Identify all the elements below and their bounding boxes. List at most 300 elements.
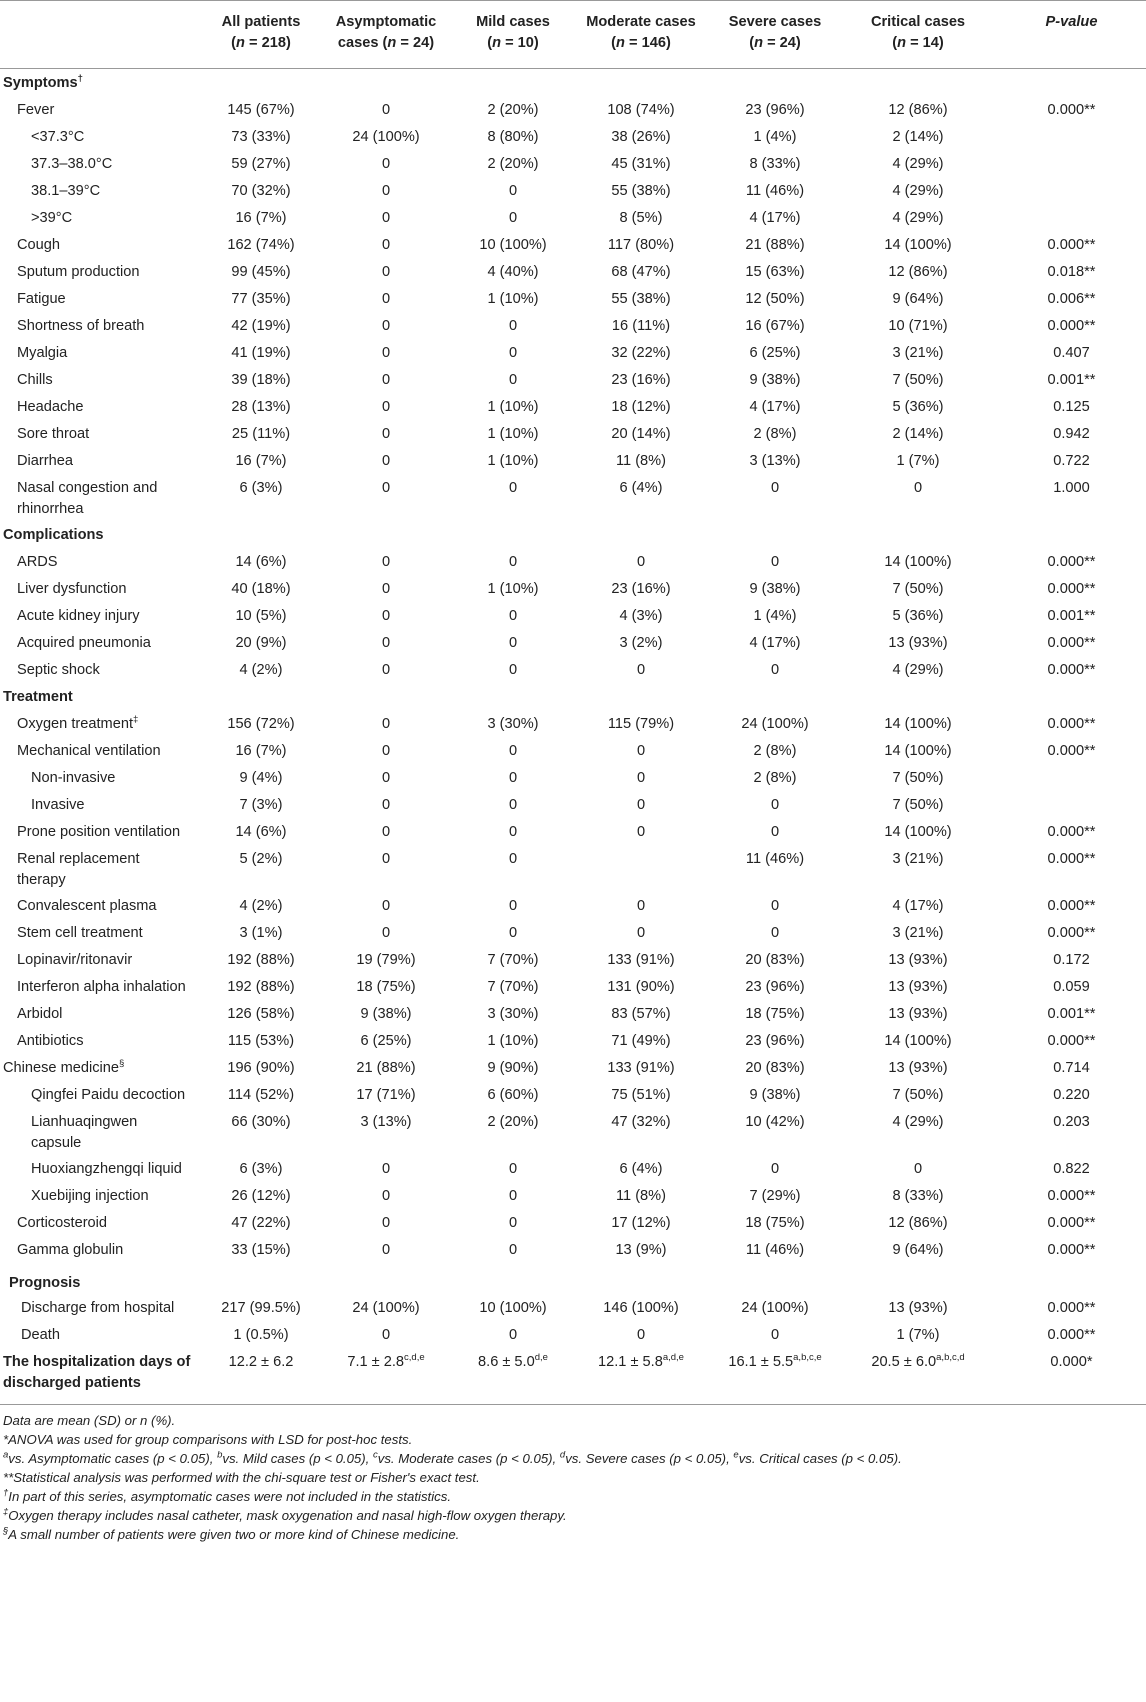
table-cell: 0 <box>508 769 518 786</box>
table-cell: 6 (25%) <box>749 344 801 361</box>
table-cell: 7 (29%) <box>749 1187 801 1204</box>
header-asymptomatic: Asymptomatic cases (n = 24) <box>317 1 455 69</box>
row-label: Lopinavir/ritonavir <box>17 951 133 968</box>
row-label: Gamma globulin <box>17 1241 124 1258</box>
table-cell: 14 (100%) <box>884 553 952 570</box>
table-cell: 4 (29%) <box>892 182 944 199</box>
table-cell: 0.942 <box>1053 425 1090 442</box>
table-cell: 0 <box>508 607 518 624</box>
table-cell: 0.000** <box>1047 850 1096 867</box>
table-cell: 19 (79%) <box>356 951 416 968</box>
table-cell: 0.000** <box>1047 1032 1096 1049</box>
row-label: Myalgia <box>17 344 68 361</box>
table-cell: 7 (50%) <box>892 1086 944 1103</box>
table-cell: 7 (50%) <box>892 371 944 388</box>
table-cell: 0 <box>381 236 391 253</box>
table-cell: 3 (2%) <box>619 634 663 651</box>
table-cell: 70 (32%) <box>231 182 291 199</box>
table-cell: 10 (71%) <box>888 317 948 334</box>
table-cell: 0 <box>381 742 391 759</box>
table-cell: 0 <box>508 182 518 199</box>
row-label: Oxygen treatment‡ <box>17 713 139 732</box>
row-label: Renal replacement therapy <box>17 850 140 888</box>
table-cell: 16 (67%) <box>745 317 805 334</box>
table-cell: 17 (71%) <box>356 1086 416 1103</box>
table-cell: 0 <box>636 742 646 759</box>
table-cell: 16 (11%) <box>611 317 671 334</box>
table-cell: 14 (100%) <box>884 715 952 732</box>
row-label: Cough <box>17 236 61 253</box>
table-cell: 11 (8%) <box>615 1187 667 1204</box>
table-cell: 32 (22%) <box>611 344 671 361</box>
table-cell: $20.5 \pm 6.0^{a,b,c,d}$ <box>839 1348 997 1405</box>
table-cell: 3 (13%) <box>360 1113 412 1130</box>
table-cell: 9 (64%) <box>892 290 944 307</box>
table-row <box>0 150 1146 177</box>
table-cell: 0 <box>770 479 780 496</box>
table-row <box>0 1182 1146 1209</box>
table-cell <box>205 521 317 548</box>
table-cell: 7 (70%) <box>487 978 539 995</box>
row-label: Complications <box>3 526 104 543</box>
table-cell: 13 (93%) <box>888 1299 948 1316</box>
table-row <box>0 946 1146 973</box>
table-cell: 0.018** <box>1047 263 1096 280</box>
table-cell: 0 <box>381 182 391 199</box>
table-row <box>0 123 1146 150</box>
row-label: Antibiotics <box>17 1032 84 1049</box>
table-cell: 6 (4%) <box>619 1160 663 1177</box>
row-label: 37.3–38.0°C <box>31 155 113 172</box>
table-cell: 6 (60%) <box>487 1086 539 1103</box>
table-cell: 0.000** <box>1047 634 1096 651</box>
table-cell: 0.000** <box>1047 1241 1096 1258</box>
table-cell: 45 (31%) <box>611 155 671 172</box>
table-cell: 1 (4%) <box>753 607 797 624</box>
table-cell: 0 <box>381 580 391 597</box>
table-cell <box>317 1263 455 1294</box>
table-cell: 0 <box>508 924 518 941</box>
row-label: Septic shock <box>17 661 100 678</box>
table-cell: $16.1 \pm 5.5^{a,b,c,e}$ <box>711 1348 839 1405</box>
table-cell: 99 (45%) <box>231 263 291 280</box>
table-cell: 0 <box>770 661 780 678</box>
table-cell <box>571 521 711 548</box>
table-cell: 131 (90%) <box>607 978 675 995</box>
table-cell: 1.000 <box>1053 479 1090 496</box>
table-cell: 9 (38%) <box>360 1005 412 1022</box>
table-row <box>0 818 1146 845</box>
row-label: Prognosis <box>9 1274 81 1291</box>
header-p-value: P-value <box>997 1 1146 69</box>
table-cell: 108 (74%) <box>607 101 675 118</box>
table-row <box>0 1081 1146 1108</box>
table-cell: 0 <box>508 553 518 570</box>
table-cell: 14 (100%) <box>884 236 952 253</box>
table-cell: 0.059 <box>1053 978 1090 995</box>
table-cell <box>997 791 1146 818</box>
table-cell: 9 (90%) <box>487 1059 539 1076</box>
table-cell: 133 (91%) <box>607 1059 675 1076</box>
table-cell <box>997 69 1146 96</box>
table-cell: 0 <box>508 1241 518 1258</box>
table-cell: 4 (17%) <box>892 897 944 914</box>
table-cell: 55 (38%) <box>611 290 671 307</box>
table-cell: 1 (10%) <box>487 1032 539 1049</box>
table-cell: 0.000** <box>1047 924 1096 941</box>
table-cell <box>997 204 1146 231</box>
table-cell <box>455 683 571 710</box>
table-cell: 0.000** <box>1047 742 1096 759</box>
table-cell: 0.000** <box>1047 1187 1096 1204</box>
table-cell: 3 (30%) <box>487 1005 539 1022</box>
table-row <box>0 764 1146 791</box>
row-label: 38.1–39°C <box>31 182 101 199</box>
table-cell: 115 (53%) <box>227 1032 295 1049</box>
table-cell: 0 <box>381 317 391 334</box>
table-cell: 192 (88%) <box>227 978 295 995</box>
table-cell: 18 (12%) <box>611 398 671 415</box>
table-cell: 4 (29%) <box>892 209 944 226</box>
table-cell: 1 (10%) <box>487 452 539 469</box>
table-cell <box>997 521 1146 548</box>
row-label: Shortness of breath <box>17 317 145 334</box>
table-cell: 0 <box>508 823 518 840</box>
table-cell <box>205 1263 317 1294</box>
row-label: Corticosteroid <box>17 1214 108 1231</box>
table-row <box>0 204 1146 231</box>
table-cell: 0 <box>381 634 391 651</box>
table-cell: 2 (8%) <box>753 742 797 759</box>
table-cell: 3 (21%) <box>892 850 944 867</box>
table-cell: 0.203 <box>1053 1113 1090 1130</box>
footnote-data-format: Data are mean (SD) or n (%). <box>3 1413 176 1428</box>
row-label: Xuebijing injection <box>31 1187 149 1204</box>
table-cell: 23 (96%) <box>745 1032 805 1049</box>
table-row <box>0 548 1146 575</box>
table-cell <box>997 150 1146 177</box>
table-cell: 0 <box>636 796 646 813</box>
section-row <box>0 683 1146 710</box>
table-cell: 0 <box>508 371 518 388</box>
table-cell: 47 (22%) <box>231 1214 291 1231</box>
table-cell: 2 (14%) <box>892 128 944 145</box>
table-cell: 14 (100%) <box>884 823 952 840</box>
table-cell: 0 <box>381 344 391 361</box>
table-cell: 4 (17%) <box>749 209 801 226</box>
table-cell: 0.000** <box>1047 1214 1096 1231</box>
table-row <box>0 1294 1146 1321</box>
table-cell <box>455 1263 571 1294</box>
table-cell: 0 <box>508 479 518 496</box>
table-cell: 2 (8%) <box>753 425 797 442</box>
table-cell <box>997 683 1146 710</box>
row-label: The hospitalization days of discharged patients <box>0 1348 205 1405</box>
table-cell: 0 <box>508 1160 518 1177</box>
table-cell: 0 <box>381 155 391 172</box>
table-cell: 0.000** <box>1047 1299 1096 1316</box>
table-cell <box>317 521 455 548</box>
header-critical: Critical cases (n = 14) <box>839 1 997 69</box>
row-label: Mechanical ventilation <box>17 742 161 759</box>
table-cell: 0.000** <box>1047 1326 1096 1343</box>
table-cell: 3 (30%) <box>487 715 539 732</box>
table-cell: 0 <box>381 1214 391 1231</box>
table-cell: 0 <box>381 1241 391 1258</box>
table-cell: 126 (58%) <box>227 1005 295 1022</box>
table-cell: 0 <box>508 796 518 813</box>
table-cell: 6 (3%) <box>239 1160 283 1177</box>
table-cell: 0.220 <box>1053 1086 1090 1103</box>
table-row <box>0 1321 1146 1348</box>
table-cell: 4 (2%) <box>239 897 283 914</box>
row-label: Acute kidney injury <box>17 607 140 624</box>
table-cell: 146 (100%) <box>603 1299 679 1316</box>
table-cell: 192 (88%) <box>227 951 295 968</box>
table-cell <box>997 177 1146 204</box>
table-cell: 196 (90%) <box>227 1059 295 1076</box>
table-cell: 0 <box>636 924 646 941</box>
row-label: Liver dysfunction <box>17 580 127 597</box>
table-cell: 26 (12%) <box>231 1187 291 1204</box>
table-cell: 1 (0.5%) <box>233 1326 289 1343</box>
table-cell: 16 (7%) <box>235 742 287 759</box>
table-cell: $7.1 \pm 2.8^{c,d,e}$ <box>317 1348 455 1405</box>
table-cell <box>839 683 997 710</box>
table-cell: 59 (27%) <box>231 155 291 172</box>
table-cell: 11 (8%) <box>615 452 667 469</box>
table-cell: 15 (63%) <box>745 263 805 280</box>
table-cell: 1 (10%) <box>487 425 539 442</box>
row-label: <37.3°C <box>31 128 85 145</box>
table-cell: 33 (15%) <box>231 1241 291 1258</box>
table-cell: 162 (74%) <box>227 236 295 253</box>
table-cell: 0 <box>770 823 780 840</box>
table-cell: 18 (75%) <box>356 978 416 995</box>
table-cell: 0 <box>381 209 391 226</box>
table-cell: 9 (64%) <box>892 1241 944 1258</box>
row-label: Non-invasive <box>31 769 116 786</box>
row-label: Headache <box>17 398 84 415</box>
table-cell <box>317 683 455 710</box>
table-cell: 156 (72%) <box>227 715 295 732</box>
row-label: Fever <box>17 101 55 118</box>
table-cell: 42 (19%) <box>231 317 291 334</box>
table-cell: 3 (1%) <box>239 924 283 941</box>
table-cell: 0 <box>381 1187 391 1204</box>
table-cell: 0 <box>770 796 780 813</box>
table-cell: 10 (5%) <box>235 607 287 624</box>
row-label: Prone position ventilation <box>17 823 181 840</box>
table-cell: 0.000** <box>1047 661 1096 678</box>
table-cell: 20 (83%) <box>745 1059 805 1076</box>
footnote-anova: *ANOVA was used for group comparisons with LSD for post-hoc tests. <box>3 1432 413 1447</box>
table-cell: 0 <box>381 263 391 280</box>
table-cell: 4 (29%) <box>892 1113 944 1130</box>
row-label: Discharge from hospital <box>21 1299 175 1316</box>
table-row <box>0 1000 1146 1027</box>
table-cell: 28 (13%) <box>231 398 291 415</box>
table-cell: 0.125 <box>1053 398 1090 415</box>
table-cell: 0 <box>636 1326 646 1343</box>
table-cell: 71 (49%) <box>611 1032 671 1049</box>
table-cell: 4 (29%) <box>892 155 944 172</box>
table-cell: 0 <box>508 850 518 867</box>
row-label: Fatigue <box>17 290 66 307</box>
table-cell: 0.000** <box>1047 823 1096 840</box>
table-cell: 0 <box>508 1214 518 1231</box>
table-cell: 10 (100%) <box>479 1299 547 1316</box>
table-row <box>0 177 1146 204</box>
table-cell: 7 (50%) <box>892 796 944 813</box>
footnotes <box>0 1405 1146 1544</box>
table-cell: 5 (36%) <box>892 398 944 415</box>
header-row <box>0 1 1146 69</box>
table-cell: 4 (2%) <box>239 661 283 678</box>
table-row <box>0 258 1146 285</box>
table-cell: 117 (80%) <box>607 236 675 253</box>
table-cell: 3 (13%) <box>749 452 801 469</box>
table-cell <box>997 123 1146 150</box>
table-cell: 1 (7%) <box>896 452 940 469</box>
table-cell <box>711 69 839 96</box>
table-cell: 0 <box>508 742 518 759</box>
table-cell: 0.000** <box>1047 317 1096 334</box>
table-cell: 38 (26%) <box>611 128 671 145</box>
row-label: Huoxiangzhengqi liquid <box>31 1160 182 1177</box>
table-cell: 12 (86%) <box>888 101 948 118</box>
table-cell: 0 <box>770 924 780 941</box>
table-cell: 7 (3%) <box>239 796 283 813</box>
table-cell: 133 (91%) <box>607 951 675 968</box>
table-cell <box>997 1263 1146 1294</box>
table-cell: 13 (93%) <box>888 951 948 968</box>
table-cell: 0 <box>508 1326 518 1343</box>
table-cell: 0.714 <box>1053 1059 1090 1076</box>
table-row <box>0 845 1146 892</box>
table-cell: 0 <box>381 452 391 469</box>
table-cell: 0.001** <box>1047 607 1096 624</box>
table-cell: 114 (52%) <box>227 1086 295 1103</box>
row-label: Chills <box>17 371 53 388</box>
table-row <box>0 420 1146 447</box>
table-cell <box>711 521 839 548</box>
table-cell: 0 <box>381 290 391 307</box>
table-cell: 16 (7%) <box>235 452 287 469</box>
table-row <box>0 393 1146 420</box>
table-cell: 0 <box>508 897 518 914</box>
table-cell: 0 <box>381 553 391 570</box>
section-row <box>0 1263 1146 1294</box>
table-cell: 0.172 <box>1053 951 1090 968</box>
table-cell: 0.000* <box>997 1348 1146 1405</box>
footnote-posthoc: $^a$vs. Asymptomatic cases (p < 0.05), $^b$vs. Mild cases (p < 0.05), $^c$vs. Moderate cases (p < 0.05), $^d$vs. Severe cases (p < 0.05), $^e$vs. Critical cases (p < 0.05). <box>3 1449 902 1466</box>
table-cell: 11 (46%) <box>745 850 805 867</box>
table-cell: 23 (16%) <box>611 371 671 388</box>
table-cell: 0.000** <box>1047 897 1096 914</box>
row-label: Nasal congestion and rhinorrhea <box>17 479 158 517</box>
table-cell: 0 <box>770 553 780 570</box>
table-cell: 0 <box>636 897 646 914</box>
table-cell: 68 (47%) <box>611 263 671 280</box>
row-label: Sputum production <box>17 263 140 280</box>
table-cell: 7 (50%) <box>892 769 944 786</box>
footnote-section: §A small number of patients were given two or more kind of Chinese medicine. <box>3 1525 460 1542</box>
table-cell: 8 (80%) <box>487 128 539 145</box>
table-cell: 24 (100%) <box>352 1299 420 1316</box>
table-cell: 12 (86%) <box>888 1214 948 1231</box>
row-label: Interferon alpha inhalation <box>17 978 186 995</box>
table-cell: 21 (88%) <box>356 1059 416 1076</box>
table-cell: 11 (46%) <box>745 1241 805 1258</box>
row-label: Convalescent plasma <box>17 897 157 914</box>
table-cell: 24 (100%) <box>741 1299 809 1316</box>
table-cell: 66 (30%) <box>231 1113 291 1130</box>
row-label: Acquired pneumonia <box>17 634 151 651</box>
table-cell <box>711 1263 839 1294</box>
table-cell <box>839 521 997 548</box>
table-row <box>0 339 1146 366</box>
table-cell: 13 (93%) <box>888 1059 948 1076</box>
table-cell: 12.2 ± 6.2 <box>205 1348 317 1405</box>
table-cell: 0 <box>381 398 391 415</box>
table-cell: 0 <box>636 661 646 678</box>
table-cell: 0 <box>381 924 391 941</box>
table-row <box>0 629 1146 656</box>
table-cell: 0 <box>508 634 518 651</box>
table-cell: 24 (100%) <box>352 128 420 145</box>
table-cell: 41 (19%) <box>231 344 291 361</box>
table-cell: 0.000** <box>1047 101 1096 118</box>
header-all-patients: All patients (n = 218) <box>205 1 317 69</box>
table-cell: $8.6 \pm 5.0^{d,e}$ <box>455 1348 571 1405</box>
table-cell: 18 (75%) <box>745 1005 805 1022</box>
table-cell: 55 (38%) <box>611 182 671 199</box>
table-cell: 5 (36%) <box>892 607 944 624</box>
table-cell: 6 (4%) <box>619 479 663 496</box>
table-cell: 0.006** <box>1047 290 1096 307</box>
table-cell: 0 <box>508 317 518 334</box>
table-row <box>0 575 1146 602</box>
table-cell <box>205 683 317 710</box>
table-cell: 47 (32%) <box>611 1113 671 1130</box>
table-cell <box>455 69 571 96</box>
table-cell: 0.822 <box>1053 1160 1090 1177</box>
table-row <box>0 737 1146 764</box>
table-cell: 0 <box>508 209 518 226</box>
table-cell: 17 (12%) <box>611 1214 671 1231</box>
table-cell: 0 <box>770 897 780 914</box>
table-cell: 0 <box>381 607 391 624</box>
table-cell <box>317 69 455 96</box>
header-moderate: Moderate cases (n = 146) <box>571 1 711 69</box>
table-cell: 12 (86%) <box>888 263 948 280</box>
row-label: Qingfei Paidu decoction <box>31 1086 186 1103</box>
table-cell: 16 (7%) <box>235 209 287 226</box>
table-row <box>0 366 1146 393</box>
table-cell: 0.000** <box>1047 553 1096 570</box>
table-cell: 0 <box>381 661 391 678</box>
table-cell: 14 (6%) <box>235 553 287 570</box>
table-cell: 0 <box>381 769 391 786</box>
table-cell: 13 (9%) <box>615 1241 667 1258</box>
table-cell: 0.001** <box>1047 371 1096 388</box>
table-cell: 12 (50%) <box>745 290 805 307</box>
table-row <box>0 1108 1146 1155</box>
table-cell: 1 (4%) <box>753 128 797 145</box>
table-row <box>0 447 1146 474</box>
table-cell: 0 <box>770 1160 780 1177</box>
